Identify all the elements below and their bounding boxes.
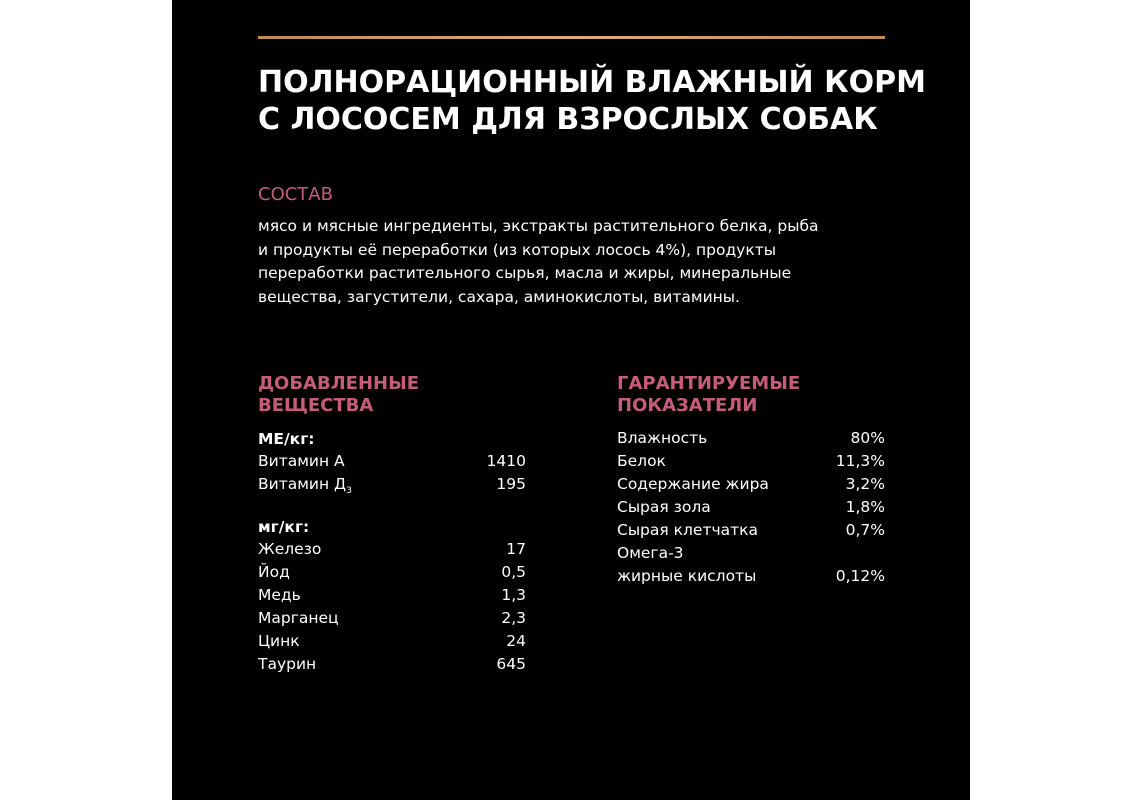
indicator-name: Содержание жира bbox=[617, 475, 769, 493]
gold-divider-line bbox=[258, 36, 885, 39]
list-item bbox=[258, 653, 526, 676]
composition-text bbox=[258, 215, 878, 309]
product-title bbox=[258, 64, 926, 138]
nutrient-name-text: Витамин А bbox=[258, 452, 345, 470]
nutrient-value: 1,3 bbox=[501, 586, 526, 604]
nutrient-name bbox=[258, 473, 352, 503]
nutrient-name: Медь bbox=[258, 586, 301, 604]
additives-heading bbox=[258, 373, 419, 417]
product-info-panel bbox=[172, 0, 970, 800]
nutrient-value: 17 bbox=[506, 540, 526, 558]
indicator-name: Омега-3 bbox=[617, 544, 684, 562]
indicator-name: жирные кислоты bbox=[617, 567, 757, 585]
indicator-value: 1,8% bbox=[845, 498, 885, 516]
composition-line: переработки растительного сырья, масла и жиры, минеральные bbox=[258, 264, 792, 282]
me-vitamins-list bbox=[258, 450, 526, 496]
nutrient-value: 195 bbox=[496, 475, 526, 493]
me-unit-label: МЕ/кг: bbox=[258, 430, 315, 448]
list-item bbox=[617, 427, 885, 450]
nutrient-name bbox=[258, 450, 345, 473]
indicator-value: 80% bbox=[850, 429, 885, 447]
nutrient-value: 0,5 bbox=[501, 563, 526, 581]
indicator-name: Сырая зола bbox=[617, 498, 711, 516]
nutrient-value: 645 bbox=[496, 655, 526, 673]
guaranteed-heading bbox=[617, 373, 800, 417]
nutrient-name: Таурин bbox=[258, 655, 317, 673]
nutrient-value: 2,3 bbox=[501, 609, 526, 627]
list-item bbox=[258, 450, 526, 473]
list-item bbox=[258, 473, 526, 496]
nutrient-name: Марганец bbox=[258, 609, 339, 627]
nutrient-subscript: 3 bbox=[346, 486, 352, 496]
list-item bbox=[258, 561, 526, 584]
list-item bbox=[617, 496, 885, 519]
product-title-line-2: С ЛОСОСЕМ ДЛЯ ВЗРОСЛЫХ СОБАК bbox=[258, 102, 878, 137]
mg-minerals-list bbox=[258, 538, 526, 676]
indicator-name: Сырая клетчатка bbox=[617, 521, 759, 539]
composition-heading: СОСТАВ bbox=[258, 184, 333, 205]
indicator-value: 0,12% bbox=[835, 567, 885, 585]
guaranteed-heading-line-2: ПОКАЗАТЕЛИ bbox=[617, 395, 758, 416]
indicator-name: Белок bbox=[617, 452, 666, 470]
nutrient-name: Йод bbox=[258, 563, 290, 581]
list-item bbox=[617, 542, 885, 565]
guaranteed-values-list bbox=[617, 427, 885, 588]
indicator-value: 3,2% bbox=[845, 475, 885, 493]
list-item bbox=[258, 538, 526, 561]
mg-unit-label: мг/кг: bbox=[258, 518, 310, 536]
list-item bbox=[258, 584, 526, 607]
list-item bbox=[617, 473, 885, 496]
guaranteed-heading-line-1: ГАРАНТИРУЕМЫЕ bbox=[617, 373, 801, 394]
list-item bbox=[617, 565, 885, 588]
additives-heading-line-2: ВЕЩЕСТВА bbox=[258, 395, 374, 416]
additives-heading-line-1: ДОБАВЛЕННЫЕ bbox=[258, 373, 420, 394]
indicator-name: Влажность bbox=[617, 429, 708, 447]
composition-line: и продукты её переработки (из которых лосось 4%), продукты bbox=[258, 240, 776, 259]
indicator-value: 11,3% bbox=[835, 452, 885, 470]
list-item bbox=[617, 519, 885, 542]
list-item bbox=[617, 450, 885, 473]
nutrient-name: Железо bbox=[258, 540, 322, 558]
list-item bbox=[258, 607, 526, 630]
nutrient-name-text: Витамин Д bbox=[258, 475, 347, 493]
product-title-line-1: ПОЛНОРАЦИОННЫЙ ВЛАЖНЫЙ КОРМ bbox=[258, 65, 926, 100]
composition-line: вещества, загустители, сахара, аминокислоты, витамины. bbox=[258, 287, 740, 306]
nutrient-name: Цинк bbox=[258, 632, 300, 650]
composition-line: мясо и мясные ингредиенты, экстракты растительного белка, рыба bbox=[258, 217, 819, 235]
nutrient-value: 1410 bbox=[486, 452, 526, 470]
nutrient-value: 24 bbox=[506, 632, 526, 650]
list-item bbox=[258, 630, 526, 653]
indicator-value: 0,7% bbox=[845, 521, 885, 539]
